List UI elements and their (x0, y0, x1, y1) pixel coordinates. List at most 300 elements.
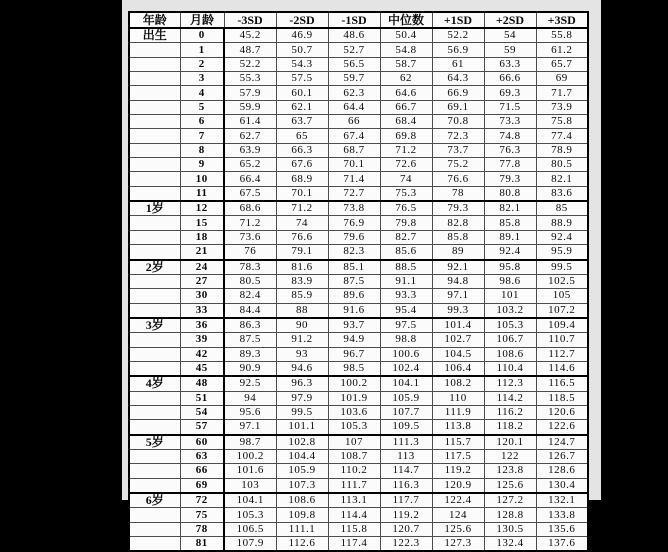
value-cell: 101.9 (328, 391, 380, 405)
value-cell: 74 (276, 216, 328, 230)
age-label-cell (129, 478, 180, 493)
value-cell: 97.1 (432, 289, 484, 303)
value-cell: 97.1 (224, 420, 276, 435)
table-row (129, 376, 588, 391)
value-cell: 88.5 (380, 260, 432, 275)
month-age-cell: 1 (180, 43, 224, 57)
value-cell: 66 (328, 115, 380, 129)
value-cell: 68.6 (224, 201, 276, 216)
age-label-cell (129, 115, 180, 129)
value-cell: 71.2 (380, 143, 432, 157)
age-label-cell (129, 230, 180, 244)
value-cell: 56.5 (328, 57, 380, 71)
age-label-cell (129, 86, 180, 100)
value-cell: 76 (224, 245, 276, 260)
value-cell: 72.6 (380, 158, 432, 172)
value-cell: 79.8 (380, 216, 432, 230)
value-cell: 93.7 (328, 318, 380, 333)
month-age-cell: 8 (180, 143, 224, 157)
header-cell: -3SD (224, 12, 276, 28)
value-cell: 73.7 (432, 143, 484, 157)
value-cell: 57.5 (276, 72, 328, 86)
value-cell: 105.3 (328, 420, 380, 435)
value-cell: 62.7 (224, 129, 276, 143)
value-cell: 117.4 (328, 537, 380, 552)
value-cell: 92.4 (484, 245, 536, 260)
month-age-cell: 24 (180, 260, 224, 275)
month-age-cell: 12 (180, 201, 224, 216)
age-label-cell (129, 43, 180, 57)
month-age-cell: 21 (180, 245, 224, 260)
value-cell: 98.5 (328, 361, 380, 376)
value-cell: 61.2 (536, 43, 588, 57)
value-cell: 94.9 (328, 333, 380, 347)
table-row (129, 201, 588, 216)
value-cell: 92.1 (432, 260, 484, 275)
value-cell: 105.3 (484, 318, 536, 333)
value-cell: 113.1 (328, 493, 380, 508)
value-cell: 94.6 (276, 361, 328, 376)
value-cell: 76.3 (484, 143, 536, 157)
value-cell: 78 (432, 186, 484, 201)
value-cell: 95.6 (224, 405, 276, 419)
value-cell: 79.1 (276, 245, 328, 260)
value-cell: 64.3 (432, 72, 484, 86)
value-cell: 78.9 (536, 143, 588, 157)
value-cell: 101.4 (432, 318, 484, 333)
value-cell: 108.6 (484, 347, 536, 361)
value-cell: 52.2 (224, 57, 276, 71)
value-cell: 103.2 (484, 303, 536, 318)
table-row (129, 260, 588, 275)
value-cell: 55.8 (536, 28, 588, 43)
value-cell: 68.4 (380, 115, 432, 129)
value-cell: 68.9 (276, 172, 328, 186)
age-label-cell: 4岁 (129, 376, 180, 391)
value-cell: 96.7 (328, 347, 380, 361)
month-age-cell: 51 (180, 391, 224, 405)
age-label-cell (129, 508, 180, 522)
value-cell: 127.3 (432, 537, 484, 552)
month-age-cell: 48 (180, 376, 224, 391)
header-cell: 月龄 (180, 12, 224, 28)
value-cell: 95.9 (536, 245, 588, 260)
value-cell: 104.1 (380, 376, 432, 391)
age-label-cell: 6岁 (129, 493, 180, 508)
value-cell: 109.5 (380, 420, 432, 435)
month-age-cell: 54 (180, 405, 224, 419)
value-cell: 132.1 (536, 493, 588, 508)
month-age-cell: 36 (180, 318, 224, 333)
value-cell: 124 (432, 508, 484, 522)
value-cell: 88.9 (536, 216, 588, 230)
value-cell: 82.1 (484, 201, 536, 216)
age-label-cell (129, 274, 180, 288)
value-cell: 50.7 (276, 43, 328, 57)
value-cell: 73.6 (224, 230, 276, 244)
value-cell: 48.7 (224, 43, 276, 57)
value-cell: 70.1 (276, 186, 328, 201)
value-cell: 137.6 (536, 537, 588, 552)
age-label-cell (129, 303, 180, 318)
age-label-cell (129, 143, 180, 157)
value-cell: 50.4 (380, 28, 432, 43)
value-cell: 106.7 (484, 333, 536, 347)
value-cell: 90 (276, 318, 328, 333)
age-label-cell (129, 361, 180, 376)
value-cell: 73.9 (536, 100, 588, 114)
value-cell: 130.5 (484, 522, 536, 536)
value-cell: 120.9 (432, 478, 484, 493)
value-cell: 108.2 (432, 376, 484, 391)
value-cell: 79.6 (328, 230, 380, 244)
table-row (129, 158, 588, 172)
value-cell: 112.7 (536, 347, 588, 361)
age-label-cell (129, 347, 180, 361)
value-cell: 67.6 (276, 158, 328, 172)
age-label-cell (129, 464, 180, 478)
value-cell: 111.3 (380, 435, 432, 450)
month-age-cell: 2 (180, 57, 224, 71)
table-row (129, 420, 588, 435)
value-cell: 97.9 (276, 391, 328, 405)
value-cell: 110.4 (484, 361, 536, 376)
value-cell: 112.3 (484, 376, 536, 391)
value-cell: 71.5 (484, 100, 536, 114)
value-cell: 110 (432, 391, 484, 405)
value-cell: 76.6 (432, 172, 484, 186)
table-header (129, 12, 588, 28)
value-cell: 93 (276, 347, 328, 361)
table-row (129, 43, 588, 57)
value-cell: 105 (536, 289, 588, 303)
value-cell: 92.5 (224, 376, 276, 391)
value-cell: 104.5 (432, 347, 484, 361)
value-cell: 113.8 (432, 420, 484, 435)
month-age-cell: 10 (180, 172, 224, 186)
value-cell: 81.6 (276, 260, 328, 275)
value-cell: 59 (484, 43, 536, 57)
table-row (129, 318, 588, 333)
value-cell: 100.2 (328, 376, 380, 391)
value-cell: 120.7 (380, 522, 432, 536)
table-row (129, 186, 588, 201)
table-row (129, 274, 588, 288)
table-row (129, 245, 588, 260)
value-cell: 96.3 (276, 376, 328, 391)
value-cell: 110.7 (536, 333, 588, 347)
value-cell: 85 (536, 201, 588, 216)
value-cell: 48.6 (328, 28, 380, 43)
month-age-cell: 69 (180, 478, 224, 493)
value-cell: 101.6 (224, 464, 276, 478)
table-row (129, 537, 588, 552)
value-cell: 89.3 (224, 347, 276, 361)
month-age-cell: 63 (180, 449, 224, 463)
value-cell: 63.9 (224, 143, 276, 157)
growth-standard-table (128, 11, 589, 552)
value-cell: 98.8 (380, 333, 432, 347)
table-row (129, 303, 588, 318)
value-cell: 59.9 (224, 100, 276, 114)
value-cell: 77.4 (536, 129, 588, 143)
value-cell: 117.7 (380, 493, 432, 508)
value-cell: 76.9 (328, 216, 380, 230)
value-cell: 122.3 (380, 537, 432, 552)
value-cell: 114.7 (380, 464, 432, 478)
month-age-cell: 39 (180, 333, 224, 347)
value-cell: 101 (484, 289, 536, 303)
value-cell: 46.9 (276, 28, 328, 43)
value-cell: 74 (380, 172, 432, 186)
age-label-cell (129, 245, 180, 260)
table-row (129, 230, 588, 244)
age-label-cell (129, 216, 180, 230)
table-row (129, 143, 588, 157)
month-age-cell: 66 (180, 464, 224, 478)
value-cell: 65.2 (224, 158, 276, 172)
table-row (129, 435, 588, 450)
table-row (129, 405, 588, 419)
value-cell: 122 (484, 449, 536, 463)
value-cell: 119.2 (380, 508, 432, 522)
value-cell: 54.8 (380, 43, 432, 57)
value-cell: 100.6 (380, 347, 432, 361)
value-cell: 133.8 (536, 508, 588, 522)
value-cell: 102.8 (276, 435, 328, 450)
value-cell: 102.5 (536, 274, 588, 288)
value-cell: 115.8 (328, 522, 380, 536)
month-age-cell: 33 (180, 303, 224, 318)
value-cell: 116.3 (380, 478, 432, 493)
value-cell: 69 (536, 72, 588, 86)
value-cell: 62.3 (328, 86, 380, 100)
month-age-cell: 18 (180, 230, 224, 244)
value-cell: 56.9 (432, 43, 484, 57)
value-cell: 110.2 (328, 464, 380, 478)
header-cell: -2SD (276, 12, 328, 28)
value-cell: 64.6 (380, 86, 432, 100)
value-cell: 86.3 (224, 318, 276, 333)
value-cell: 120.1 (484, 435, 536, 450)
value-cell: 71.7 (536, 86, 588, 100)
value-cell: 87.5 (224, 333, 276, 347)
value-cell: 69.3 (484, 86, 536, 100)
month-age-cell: 45 (180, 361, 224, 376)
value-cell: 65 (276, 129, 328, 143)
value-cell: 109.8 (276, 508, 328, 522)
table-row (129, 57, 588, 71)
value-cell: 100.2 (224, 449, 276, 463)
value-cell: 107 (328, 435, 380, 450)
value-cell: 122.6 (536, 420, 588, 435)
value-cell: 124.7 (536, 435, 588, 450)
value-cell: 111.7 (328, 478, 380, 493)
value-cell: 80.8 (484, 186, 536, 201)
age-label-cell: 1岁 (129, 201, 180, 216)
value-cell: 130.4 (536, 478, 588, 493)
header-cell: +3SD (536, 12, 588, 28)
table-row (129, 129, 588, 143)
value-cell: 85.8 (484, 216, 536, 230)
value-cell: 73.8 (328, 201, 380, 216)
value-cell: 52.7 (328, 43, 380, 57)
table-row (129, 361, 588, 376)
age-label-cell (129, 537, 180, 552)
header-cell: -1SD (328, 12, 380, 28)
month-age-cell: 60 (180, 435, 224, 450)
value-cell: 85.8 (432, 230, 484, 244)
value-cell: 74.8 (484, 129, 536, 143)
age-label-cell (129, 186, 180, 201)
value-cell: 128.6 (536, 464, 588, 478)
value-cell: 78.3 (224, 260, 276, 275)
value-cell: 106.5 (224, 522, 276, 536)
month-age-cell: 9 (180, 158, 224, 172)
value-cell: 104.1 (224, 493, 276, 508)
value-cell: 97.5 (380, 318, 432, 333)
value-cell: 91.6 (328, 303, 380, 318)
value-cell: 92.4 (536, 230, 588, 244)
value-cell: 66.9 (432, 86, 484, 100)
value-cell: 85.9 (276, 289, 328, 303)
value-cell: 58.7 (380, 57, 432, 71)
value-cell: 114.6 (536, 361, 588, 376)
table-body (129, 28, 588, 551)
value-cell: 75.3 (380, 186, 432, 201)
value-cell: 102.4 (380, 361, 432, 376)
value-cell: 54 (484, 28, 536, 43)
value-cell: 69.8 (380, 129, 432, 143)
table-row (129, 100, 588, 114)
value-cell: 82.1 (536, 172, 588, 186)
value-cell: 52.2 (432, 28, 484, 43)
age-label-cell: 5岁 (129, 435, 180, 450)
table-row (129, 449, 588, 463)
value-cell: 82.3 (328, 245, 380, 260)
value-cell: 122.4 (432, 493, 484, 508)
month-age-cell: 15 (180, 216, 224, 230)
value-cell: 61 (432, 57, 484, 71)
value-cell: 83.6 (536, 186, 588, 201)
value-cell: 75.2 (432, 158, 484, 172)
value-cell: 106.4 (432, 361, 484, 376)
value-cell: 70.1 (328, 158, 380, 172)
month-age-cell: 57 (180, 420, 224, 435)
value-cell: 98.6 (484, 274, 536, 288)
table-row (129, 28, 588, 43)
value-cell: 127.2 (484, 493, 536, 508)
month-age-cell: 0 (180, 28, 224, 43)
value-cell: 98.7 (224, 435, 276, 450)
age-label-cell (129, 405, 180, 419)
document-page-panel (122, 0, 601, 550)
age-label-cell (129, 100, 180, 114)
table-row (129, 493, 588, 508)
month-age-cell: 11 (180, 186, 224, 201)
table-row (129, 72, 588, 86)
value-cell: 109.4 (536, 318, 588, 333)
month-age-cell: 6 (180, 115, 224, 129)
value-cell: 103 (224, 478, 276, 493)
value-cell: 126.7 (536, 449, 588, 463)
table-row (129, 333, 588, 347)
value-cell: 66.6 (484, 72, 536, 86)
value-cell: 111.1 (276, 522, 328, 536)
value-cell: 105.9 (380, 391, 432, 405)
value-cell: 60.1 (276, 86, 328, 100)
table-row (129, 216, 588, 230)
age-label-cell (129, 129, 180, 143)
value-cell: 88 (276, 303, 328, 318)
value-cell: 117.5 (432, 449, 484, 463)
table-row (129, 391, 588, 405)
table-row (129, 508, 588, 522)
value-cell: 101.1 (276, 420, 328, 435)
value-cell: 79.3 (432, 201, 484, 216)
value-cell: 113 (380, 449, 432, 463)
value-cell: 95.4 (380, 303, 432, 318)
table-row (129, 289, 588, 303)
value-cell: 91.1 (380, 274, 432, 288)
value-cell: 64.4 (328, 100, 380, 114)
month-age-cell: 7 (180, 129, 224, 143)
value-cell: 111.9 (432, 405, 484, 419)
header-row (129, 12, 588, 28)
value-cell: 82.7 (380, 230, 432, 244)
value-cell: 62.1 (276, 100, 328, 114)
age-label-cell (129, 391, 180, 405)
value-cell: 73.3 (484, 115, 536, 129)
value-cell: 72.7 (328, 186, 380, 201)
value-cell: 107.2 (536, 303, 588, 318)
month-age-cell: 27 (180, 274, 224, 288)
value-cell: 71.2 (224, 216, 276, 230)
value-cell: 114.4 (328, 508, 380, 522)
age-label-cell: 出生 (129, 28, 180, 43)
value-cell: 99.3 (432, 303, 484, 318)
value-cell: 116.2 (484, 405, 536, 419)
age-label-cell (129, 449, 180, 463)
month-age-cell: 72 (180, 493, 224, 508)
header-cell: 年龄 (129, 12, 180, 28)
value-cell: 128.8 (484, 508, 536, 522)
value-cell: 94 (224, 391, 276, 405)
header-cell: 中位数 (380, 12, 432, 28)
value-cell: 63.7 (276, 115, 328, 129)
value-cell: 57.9 (224, 86, 276, 100)
age-label-cell (129, 420, 180, 435)
value-cell: 68.7 (328, 143, 380, 157)
value-cell: 103.6 (328, 405, 380, 419)
value-cell: 72.3 (432, 129, 484, 143)
value-cell: 66.7 (380, 100, 432, 114)
month-age-cell: 75 (180, 508, 224, 522)
value-cell: 83.9 (276, 274, 328, 288)
value-cell: 107.3 (276, 478, 328, 493)
value-cell: 66.3 (276, 143, 328, 157)
value-cell: 71.2 (276, 201, 328, 216)
table-row (129, 478, 588, 493)
value-cell: 84.4 (224, 303, 276, 318)
value-cell: 99.5 (276, 405, 328, 419)
value-cell: 95.8 (484, 260, 536, 275)
value-cell: 61.4 (224, 115, 276, 129)
age-label-cell: 2岁 (129, 260, 180, 275)
value-cell: 102.7 (432, 333, 484, 347)
value-cell: 70.8 (432, 115, 484, 129)
value-cell: 89 (432, 245, 484, 260)
